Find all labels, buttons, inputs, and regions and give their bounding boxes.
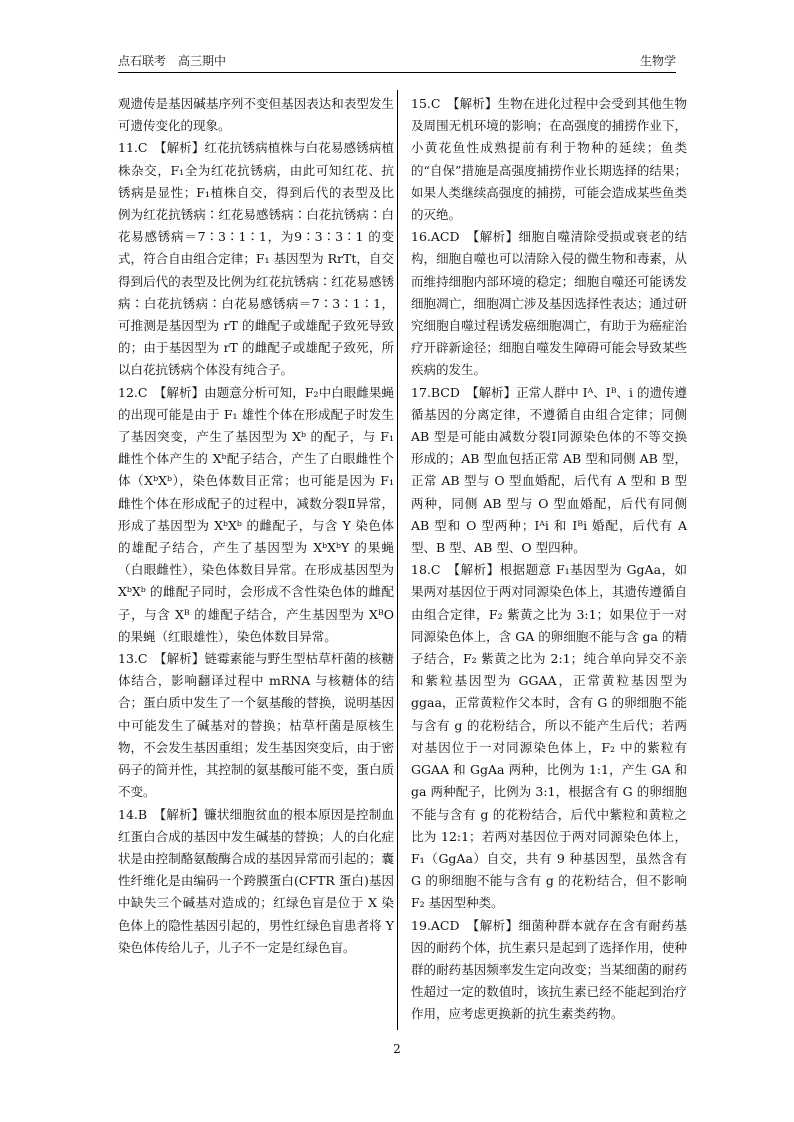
header-exam-name: 点石联考 高三期中 <box>118 54 227 68</box>
answer-17: 17.BCD 【解析】正常人群中 Iᴬ、Iᴮ、i 的遗传遵循基因的分离定律，不遵循自由组合定律；同侧 AB 型是可能由减数分裂Ⅰ同源染色体的不等交换形成的；AB 型血包括正常 AB 型和同侧 AB 型，正常 AB 型与 O 型血婚配，后代有 A 型和 B 型两种，同侧 AB 型与 O 型血婚配，后代有同侧 AB 型和 O 型两种；Iᴬi 和 Iᴮi 婚配，后代有 A 型、B 型、AB 型、O 型四种。 <box>411 384 687 556</box>
answer-15: 15.C 【解析】生物在进化过程中会受到其他生物及周围无机环境的影响；在高强度的捕捞作业下，小黄花鱼性成熟提前有利于物种的延续；鱼类的“自保”措施是高强度捕捞作业长期选择的结果；如果人类继续高强度的捕捞，可能会造成某些鱼类的灭绝。 <box>411 96 687 223</box>
page-number: 2 <box>393 1042 401 1056</box>
page-header <box>118 50 676 73</box>
answer-16: 16.ACD 【解析】细胞自噬清除受损或衰老的结构，细胞自噬也可以清除入侵的微生物和毒素，从而维持细胞内部环境的稳定；细胞自噬还可能诱发细胞凋亡，细胞凋亡涉及基因选择性表达；通过研究细胞自噬过程诱发癌细胞凋亡，有助于为癌症治疗开辟新途径；细胞自噬发生障碍可能会导致某些疾病的发生。 <box>411 229 687 378</box>
right-column <box>411 93 687 1026</box>
column-divider <box>397 90 398 1030</box>
answer-18: 18.C 【解析】根据题意 F₁基因型为 GgAa，如果两对基因位于两对同源染色体上，其遗传遵循自由组合定律，F₂ 紫黄之比为 3:1；如果位于一对同源染色体上，含 GA 的卵细胞不能与含 ga 的精子结合，F₂ 紫黄之比为 2:1；纯合单向异交不亲和紫粒基因型为 GGAA，正常黄粒基因型为 ggaa，正常黄粒作父本时，含有 G 的卵细胞不能与含有 g 的花粉结合，所以不能产生后代；若两对基因位于一对同源染色体上，F₂ 中的紫粒有 GGAA 和 GgAa 两种，比例为 1:1，产生 GA 和 ga 两种配子，比例为 3:1，根据含有 G 的卵细胞不能与含有 g 的花粉结合，后代中紫粒和黄粒之比为 12:1；若两对基因位于两对同源染色体上，F₁（GgAa）自交，共有 9 种基因型，虽然含有 G 的卵细胞不能与含有 g 的花粉结合，但不影响 F₂ 基因型种类。 <box>411 562 687 911</box>
answer-12: 12.C 【解析】由题意分析可知，F₂中白眼雌果蝇的出现可能是由于 F₁ 雄性个体在形成配子时发生了基因突变，产生了基因型为 Xᵇ 的配子，与 F₁雌性个体产生的 Xᵇ配子结合，产生了白眼雌性个体（XᵇXᵇ），染色体数目正常；也可能是因为 F₁雌性个体在形成配子的过程中，减数分裂Ⅱ异常，形成了基因型为 XᵇXᵇ 的雌配子，与含 Y 染色体的雄配子结合，产生了基因型为 XᵇXᵇY 的果蝇（白眼雌性），染色体数目异常。在形成基因型为 XᵇXᵇ 的雌配子同时，会形成不含性染色体的雌配子，与含 Xᴮ 的雄配子结合，产生基因型为 XᴮO 的果蝇（红眼雄性），染色体数目异常。 <box>118 384 394 644</box>
left-column <box>118 93 394 959</box>
answer-19: 19.ACD 【解析】细菌种群本就存在含有耐药基因的耐药个体，抗生素只是起到了选择作用，使种群的耐药基因频率发生定向改变；当某细菌的耐药性超过一定的数值时，该抗生素已经不能起到治疗作用，应考虑更换新的抗生素类药物。 <box>411 917 687 1022</box>
answer-11: 11.C 【解析】红花抗锈病植株与白花易感锈病植株杂交，F₁全为红花抗锈病，由此可知红花、抗锈病是显性；F₁植株自交，得到后代的表型及比例为红花抗锈病∶红花易感锈病∶白花抗锈病∶白花易感锈病＝7∶3∶1∶1，为9∶3∶3∶1 的变式，符合自由组合定律；F₁ 基因型为 RrTt，自交得到后代的表型及比例为红花抗锈病∶红花易感锈病∶白花抗锈病∶白花易感锈病＝7∶3∶1∶1，可推测是基因型为 rT 的雌配子或雄配子致死导致的；由于基因型为 rT 的雌配子或雄配子致死，所以白花抗锈病个体没有纯合子。 <box>118 140 394 378</box>
paragraph-continuation: 观遗传是基因碱基序列不变但基因表达和表型发生可遗传变化的现象。 <box>118 96 394 134</box>
header-subject: 生物学 <box>639 54 676 68</box>
answer-14: 14.B 【解析】镰状细胞贫血的根本原因是控制血红蛋白合成的基因中发生碱基的替换；人的白化症状是由控制酪氨酸酶合成的基因异常而引起的；囊性纤维化是由编码一个跨膜蛋白(CFTR 蛋白)基因中缺失三个碱基对造成的；红绿色盲是位于 X 染色体上的隐性基因引起的，男性红绿色盲患者将 Y 染色体传给儿子，儿子不一定是红绿色盲。 <box>118 806 394 955</box>
answer-13: 13.C 【解析】链霉素能与野生型枯草杆菌的核糖体结合，影响翻译过程中 mRNA 与核糖体的结合；蛋白质中发生了一个氨基酸的替换，说明基因中可能发生了碱基对的替换；枯草杆菌是原核生物，不会发生基因重组；发生基因突变后，由于密码子的简并性，其控制的氨基酸可能不变，蛋白质不变。 <box>118 651 394 800</box>
